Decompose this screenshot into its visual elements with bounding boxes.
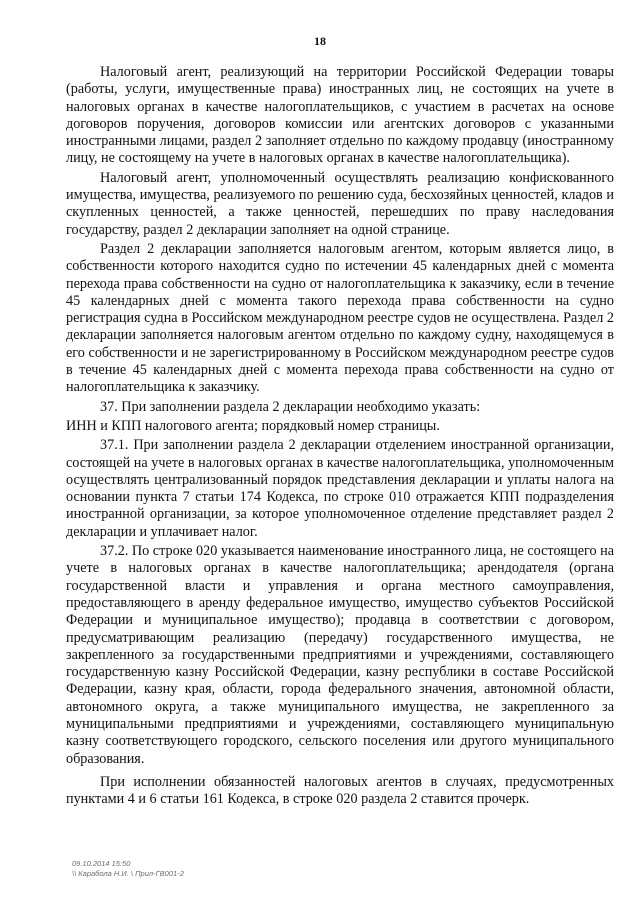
paragraph-tax-agent-foreign-sellers: Налоговый агент, реализующий на территории Российской Федерации товары (работы, услуги, имущественные права) иностранных лиц, не состоящих на учете в налоговых органах в качестве налогоплательщиков, с участием в расчетах на основе договоров поручения, договоров комиссии или агентских договоров с указанными иностранными лицами, раздел 2 заполняет отдельно по каждому продавцу (иностранному лицу, не состоящему на учете в налоговых органах в качестве налогоплательщика). [66, 64, 614, 167]
paragraph-37-2: 37.2. По строке 020 указывается наименование иностранного лица, не состоящего на учете в налоговых органах в качестве налогоплательщика; арендодателя (органа государственной власти и управления и органа местного самоуправления, предоставляющего в аренду федеральное имущество, имущество субъектов Российской Федерации и муниципальное имущество); продавца в соответствии с договором, предусматривающим реализацию (передачу) государственного имущества, не закрепленного за государственными предприятиями и учреждениями, составляющего государственную казну Российской Федерации, казну республики в составе Российской Федерации, казну края, области, города федерального значения, автономной области, автономного округа, а также муниципального имущества, не закрепленного за муниципальными предприятиями и учреждениями, составляющего муниципальную казну соответствующего городского, сельского поселения или другого муниципального образования. [66, 543, 615, 767]
document-body [66, 64, 614, 810]
paragraph-37-1: 37.1. При заполнении раздела 2 декларации отделением иностранной организации, состоящей на учете в налоговых органах в качестве налогоплательщика, уполномоченным осуществлять централизованный порядок представления декларации и уплаты налога на основании пункта 7 статьи 174 Кодекса, по строке 010 отражается КПП подразделения иностранной организации, за которое уполномоченное отделение представляет раздел 2 декларации и уплачивает налог. [66, 437, 614, 540]
paragraph-confiscated-property: Налоговый агент, уполномоченный осуществлять реализацию конфискованного имущества, имущества, реализуемого по решению суда, бесхозяйных ценностей, кладов и скупленных ценностей, а также ценностей, перешедших по праву наследования государству, раздел 2 декларации заполняет на одной странице. [66, 169, 614, 238]
document-footer [72, 859, 184, 879]
paragraph-vessel-owner: Раздел 2 декларации заполняется налоговым агентом, которым является лицо, в собственности которого находится судно по истечении 45 календарных дней с момента перехода права собственности на судно от налогоплательщика к заказчику, если в течение 45 календарных дней с момента такого перехода права собственности на судно регистрация судна в Российском международном реестре судов не осуществлена. Раздел 2 декларации заполняется налоговым агентом отдельно по каждому судну, находящемуся в его собственности и не зарегистрированному в Российском международном реестре судов в течение 45 календарных дней с момента перехода права собственности на судно от налогоплательщика к заказчику. [66, 240, 614, 396]
paragraph-inn-kpp: ИНН и КПП налогового агента; порядковый номер страницы. [66, 417, 440, 434]
page-number: 18 [314, 34, 326, 48]
paragraph-37-intro: 37. При заполнении раздела 2 декларации необходимо указать: [100, 398, 481, 415]
paragraph-dash-note: При исполнении обязанностей налоговых агентов в случаях, предусмотренных пунктами 4 и 6 статьи 161 Кодекса, в строке 020 раздела 2 ставится прочерк. [66, 773, 614, 808]
footer-file-path: \\ Карабола Н.И. \ Прил-ГВ001-2 [72, 869, 184, 878]
footer-timestamp: 09.10.2014 15:50 [72, 859, 131, 868]
